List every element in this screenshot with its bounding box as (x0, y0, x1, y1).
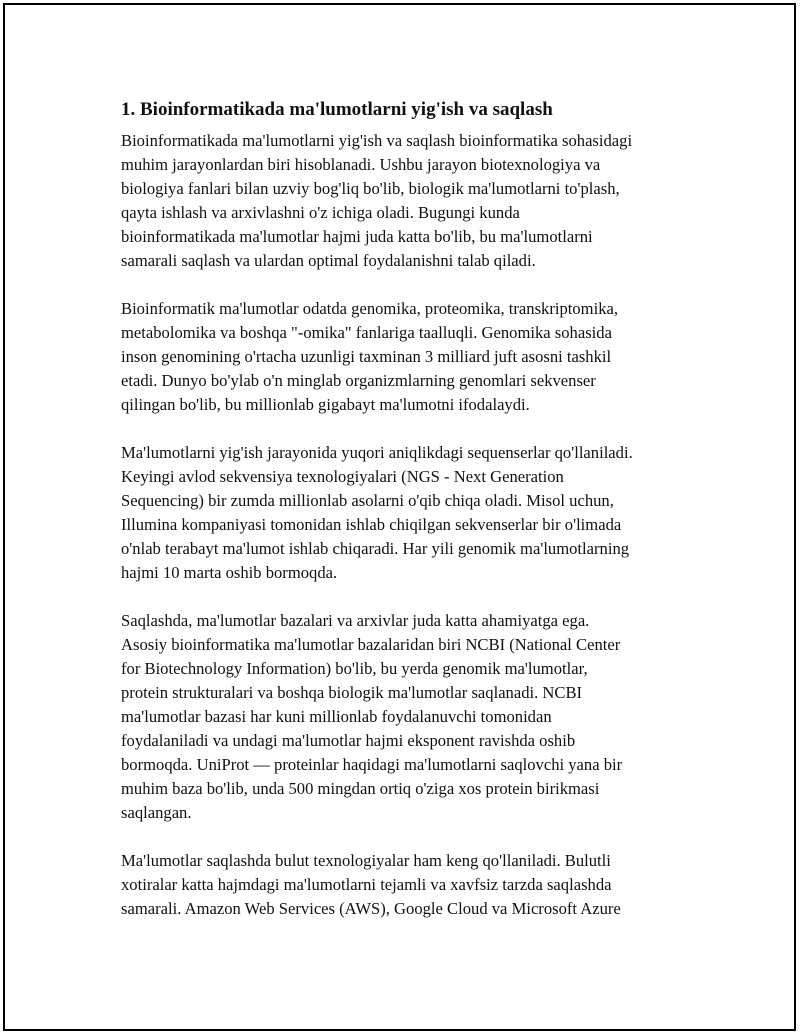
paragraph-5 (121, 849, 689, 921)
paragraph-container (121, 129, 689, 921)
text-line: saqlangan. (121, 803, 192, 822)
text-line: xotiralar katta hajmdagi ma'lumotlarni tejamli va xavfsiz tarzda saqlashda (121, 875, 612, 894)
text-line: Illumina kompaniyasi tomonidan ishlab chiqilgan sekvenserlar bir o'limada (121, 515, 622, 534)
text-line: bioinformatikada ma'lumotlar hajmi juda katta bo'lib, bu ma'lumotlarni (121, 227, 593, 246)
text-line: muhim jarayonlardan biri hisoblanadi. Ushbu jarayon biotexnologiya va (121, 155, 601, 174)
paragraph-1 (121, 129, 689, 273)
text-line: inson genomining o'rtacha uzunligi taxminan 3 milliard juft asosni tashkil (121, 347, 612, 366)
document-body (121, 97, 689, 945)
text-line: Bioinformatik ma'lumotlar odatda genomika, proteomika, transkriptomika, (121, 299, 619, 318)
paragraph-2 (121, 297, 689, 417)
text-line: samarali. Amazon Web Services (AWS), Google Cloud va Microsoft Azure (121, 899, 621, 918)
text-line: Ma'lumotlarni yig'ish jarayonida yuqori aniqlikdagi sequenserlar qo'llaniladi. (121, 443, 633, 462)
text-line: metabolomika va boshqa "-omika" fanlariga taalluqli. Genomika sohasida (121, 323, 612, 342)
text-line: Asosiy bioinformatika ma'lumotlar bazalaridan biri NCBI (National Center (121, 635, 621, 654)
text-line: Keyingi avlod sekvensiya texnologiyalari (NGS - Next Generation (121, 467, 564, 486)
page-frame (3, 3, 796, 1031)
text-line: muhim baza bo'lib, unda 500 mingdan ortiq o'ziga xos protein birikmasi (121, 779, 600, 798)
text-line: Ma'lumotlar saqlashda bulut texnologiyalar ham keng qo'llaniladi. Bulutli (121, 851, 611, 870)
text-line: Saqlashda, ma'lumotlar bazalari va arxivlar juda katta ahamiyatga ega. (121, 611, 590, 630)
text-line: bormoqda. UniProt — proteinlar haqidagi ma'lumotlarni saqlovchi yana bir (121, 755, 623, 774)
text-line: etadi. Dunyo bo'ylab o'n minglab organizmlarning genomlari sekvenser (121, 371, 596, 390)
text-line: Sequencing) bir zumda millionlab asolarni o'qib chiqa oladi. Misol uchun, (121, 491, 614, 510)
text-line: ma'lumotlar bazasi har kuni millionlab foydalanuvchi tomonidan (121, 707, 552, 726)
section-heading: 1. Bioinformatikada ma'lumotlarni yig'ish va saqlash (121, 99, 553, 120)
paragraph-3 (121, 441, 689, 585)
text-line: foydalaniladi va undagi ma'lumotlar hajmi eksponent ravishda oshib (121, 731, 576, 750)
text-line: biologiya fanlari bilan uzviy bog'liq bo'lib, biologik ma'lumotlarni to'plash, (121, 179, 620, 198)
text-line: for Biotechnology Information) bo'lib, bu yerda genomik ma'lumotlar, (121, 659, 588, 678)
text-line: qayta ishlash va arxivlashni o'z ichiga oladi. Bugungi kunda (121, 203, 520, 222)
text-line: samarali saqlash va ulardan optimal foydalanishni talab qiladi. (121, 251, 536, 270)
text-line: Bioinformatikada ma'lumotlarni yig'ish va saqlash bioinformatika sohasidagi (121, 131, 633, 150)
text-line: qilingan bo'lib, bu millionlab gigabayt ma'lumotni ifodalaydi. (121, 395, 530, 414)
text-line: protein strukturalari va boshqa biologik ma'lumotlar saqlanadi. NCBI (121, 683, 583, 702)
text-line: o'nlab terabayt ma'lumot ishlab chiqaradi. Har yili genomik ma'lumotlarning (121, 539, 630, 558)
text-line: hajmi 10 marta oshib bormoqda. (121, 563, 338, 582)
paragraph-4 (121, 609, 689, 825)
